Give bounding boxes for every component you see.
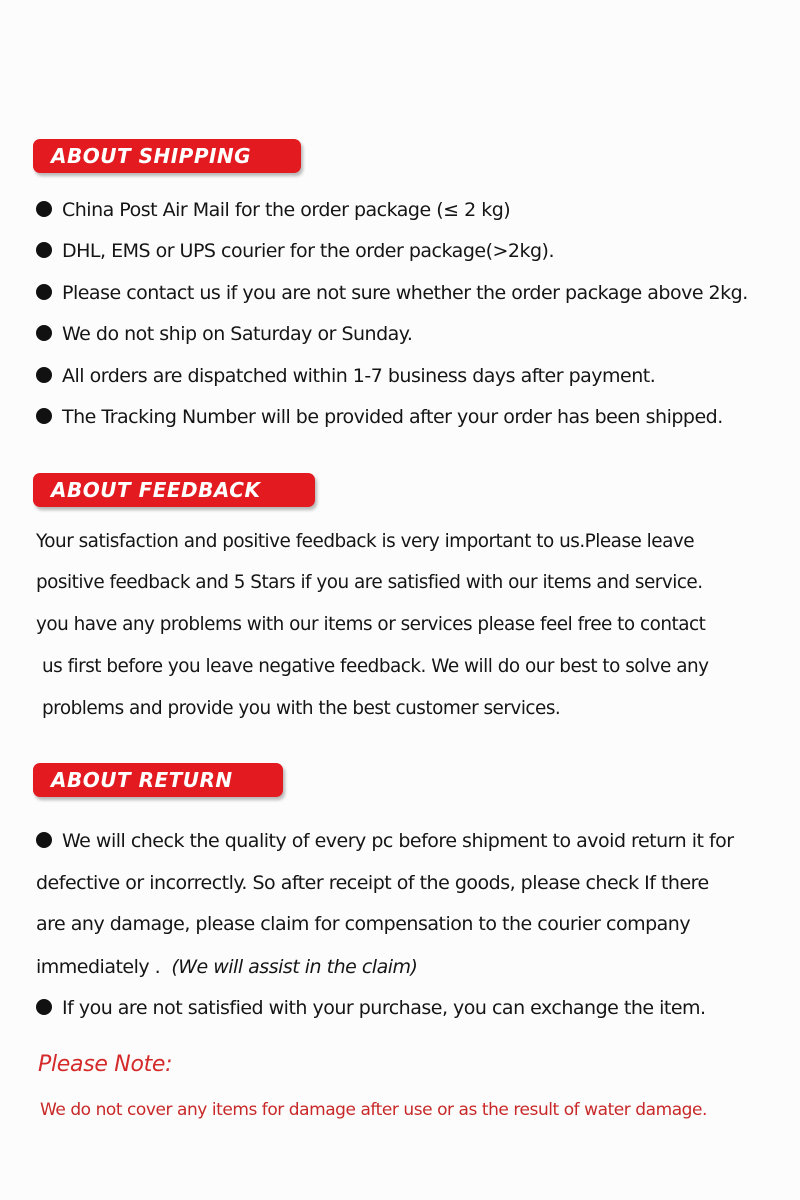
- bullet-icon: [36, 367, 52, 383]
- return-text-line: If you are not satisfied with your purchase, you can exchange the item.: [36, 996, 706, 1020]
- return-text-line: immediately . (We will assist in the claim): [36, 956, 418, 978]
- return-text-line: defective or incorrectly. So after receipt of the goods, please check If there: [36, 872, 709, 894]
- shipping-item: DHL, EMS or UPS courier for the order package(>2kg).: [36, 239, 554, 263]
- shipping-item: Please contact us if you are not sure whether the order package above 2kg.: [36, 281, 748, 305]
- bullet-icon: [36, 284, 52, 300]
- shipping-item: We do not ship on Saturday or Sunday.: [36, 322, 412, 346]
- bullet-icon: [36, 999, 52, 1015]
- shipping-item: China Post Air Mail for the order package (≤ 2 kg): [36, 198, 510, 222]
- return-text-line: We will check the quality of every pc before shipment to avoid return it for: [36, 829, 734, 853]
- return-heading: ABOUT RETURN: [33, 763, 283, 797]
- assist-claim-note: (We will assist in the claim): [171, 956, 418, 978]
- bullet-icon: [36, 832, 52, 848]
- shipping-item: All orders are dispatched within 1-7 business days after payment.: [36, 364, 655, 388]
- feedback-text-line: positive feedback and 5 Stars if you are satisfied with our items and service.: [36, 572, 703, 593]
- feedback-text-line: Your satisfaction and positive feedback is very important to us.Please leave: [36, 531, 695, 552]
- feedback-heading: ABOUT FEEDBACK: [33, 473, 315, 507]
- feedback-text-line: problems and provide you with the best customer services.: [42, 698, 561, 719]
- note-text: We do not cover any items for damage after use or as the result of water damage.: [40, 1100, 707, 1120]
- bullet-icon: [36, 325, 52, 341]
- bullet-icon: [36, 201, 52, 217]
- return-text-line: are any damage, please claim for compensation to the courier company: [36, 913, 691, 935]
- feedback-text-line: us first before you leave negative feedback. We will do our best to solve any: [42, 656, 709, 677]
- note-title: Please Note:: [38, 1052, 173, 1077]
- shipping-item: The Tracking Number will be provided after your order has been shipped.: [36, 405, 723, 429]
- bullet-icon: [36, 408, 52, 424]
- feedback-text-line: you have any problems with our items or services please feel free to contact: [36, 614, 706, 635]
- shipping-heading: ABOUT SHIPPING: [33, 139, 301, 173]
- bullet-icon: [36, 242, 52, 258]
